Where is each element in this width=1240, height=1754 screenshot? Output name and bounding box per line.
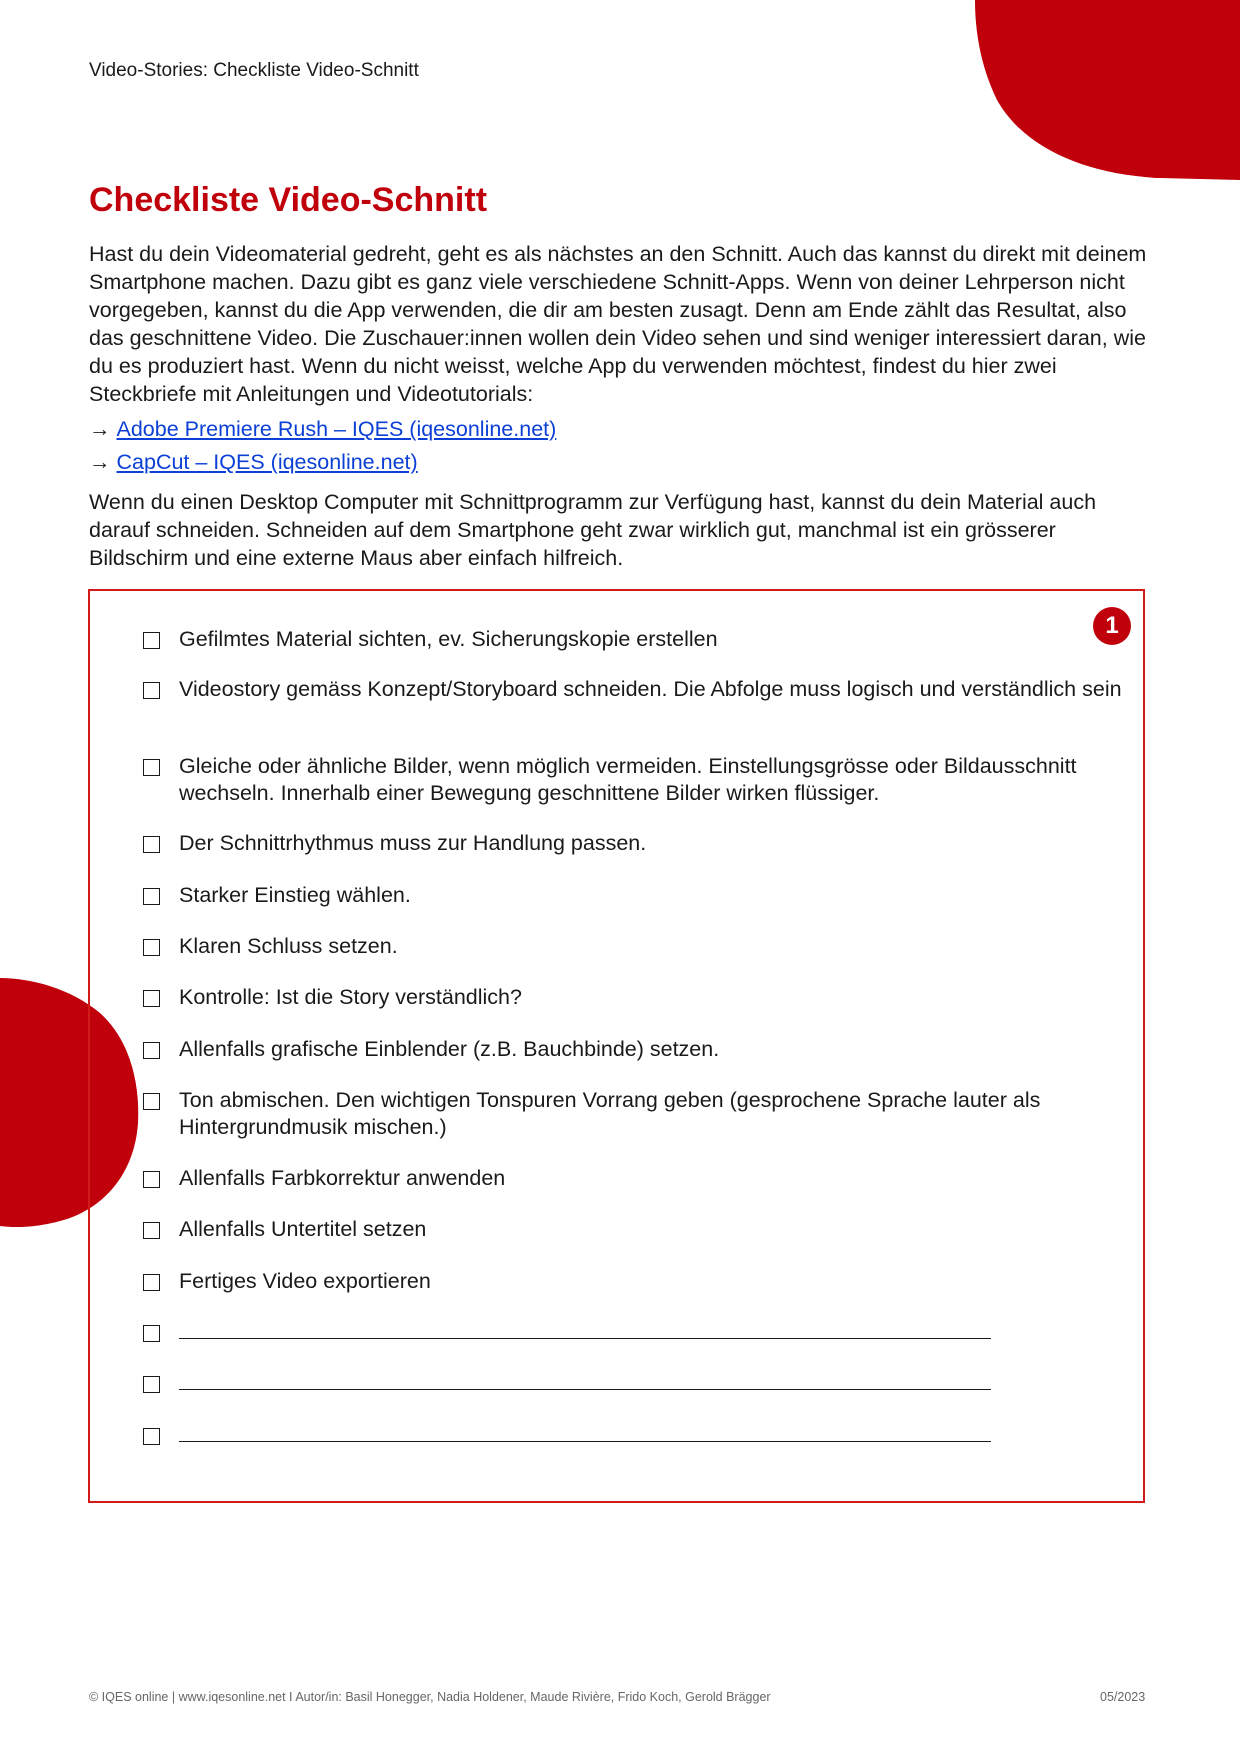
- write-in-line: [179, 1319, 991, 1339]
- checklist-item-label: Klaren Schluss setzen.: [179, 934, 398, 958]
- checklist-item-label: Gefilmtes Material sichten, ev. Sicherungskopie erstellen: [179, 627, 718, 651]
- checkbox[interactable]: [143, 1274, 160, 1291]
- checklist-item-label: Allenfalls Untertitel setzen: [179, 1217, 427, 1241]
- write-in-line: [179, 1422, 991, 1442]
- link-row-adobe-premiere-rush: [89, 415, 556, 443]
- checkbox[interactable]: [143, 1042, 160, 1059]
- link-adobe-premiere-rush[interactable]: Adobe Premiere Rush – IQES (iqesonline.net): [116, 417, 557, 441]
- checklist-item: [143, 1165, 1123, 1192]
- blank-checklist-item: [143, 1422, 1123, 1445]
- checkbox[interactable]: [143, 632, 160, 649]
- checklist-item-label: Ton abmischen. Den wichtigen Tonspuren Vorrang geben (gesprochene Sprache lauter als Hintergrundmusik mischen.): [179, 1088, 1041, 1139]
- checkbox[interactable]: [143, 939, 160, 956]
- checklist-item: [143, 933, 1123, 960]
- checklist-item-label: Gleiche oder ähnliche Bilder, wenn möglich vermeiden. Einstellungsgrösse oder Bildausschnitt wechseln. Innerhalb einer Bewegung geschnittene Bilder wirken flüssiger.: [179, 754, 1077, 805]
- blank-checklist-item: [143, 1370, 1123, 1393]
- checkbox[interactable]: [143, 888, 160, 905]
- checklist-item-label: Allenfalls grafische Einblender (z.B. Bauchbinde) setzen.: [179, 1037, 720, 1061]
- checkbox[interactable]: [143, 1222, 160, 1239]
- checklist-item: [143, 984, 1123, 1011]
- arrow-icon: →: [89, 450, 111, 474]
- checkbox[interactable]: [143, 759, 160, 776]
- checkbox[interactable]: [143, 836, 160, 853]
- checklist-item-label: Der Schnittrhythmus muss zur Handlung passen.: [179, 831, 647, 855]
- checklist-item-label: Starker Einstieg wählen.: [179, 883, 411, 907]
- checkbox[interactable]: [143, 1325, 160, 1342]
- checklist-item: [143, 1087, 1123, 1141]
- checkbox[interactable]: [143, 1093, 160, 1110]
- blank-checklist-item: [143, 1319, 1123, 1342]
- checkbox[interactable]: [143, 990, 160, 1007]
- checklist-item: [143, 882, 1123, 909]
- link-capcut[interactable]: CapCut – IQES (iqesonline.net): [116, 450, 418, 474]
- decorative-red-shape-top: [975, 0, 1240, 180]
- checklist-item-label: Kontrolle: Ist die Story verständlich?: [179, 985, 522, 1009]
- checkbox[interactable]: [143, 682, 160, 699]
- checklist-item: [143, 676, 1123, 703]
- checklist-item: [143, 626, 1123, 653]
- checkbox[interactable]: [143, 1428, 160, 1445]
- checkbox[interactable]: [143, 1171, 160, 1188]
- document-header: Video-Stories: Checkliste Video-Schnitt: [89, 60, 419, 81]
- step-number-badge: 1: [1093, 607, 1131, 645]
- footer-date: 05/2023: [1100, 1690, 1146, 1704]
- checklist-item-label: Allenfalls Farbkorrektur anwenden: [179, 1166, 506, 1190]
- checklist-item-label: Videostory gemäss Konzept/Storyboard schneiden. Die Abfolge muss logisch und verständlich sein: [179, 677, 1122, 701]
- checkbox[interactable]: [143, 1376, 160, 1393]
- checklist-item: [143, 1268, 1123, 1295]
- checklist-item: [143, 753, 1123, 807]
- footer-credits: © IQES online | www.iqesonline.net I Autor/in: Basil Honegger, Nadia Holdener, Maude Rivière, Frido Koch, Gerold Brägger: [89, 1690, 771, 1704]
- desktop-paragraph: Wenn du einen Desktop Computer mit Schnittprogramm zur Verfügung hast, kannst du dein Material auch darauf schneiden. Schneiden auf dem Smartphone geht zwar wirklich gut, manchmal ist ein grösserer Bildschirm und eine externe Maus aber einfach hilfreich.: [89, 490, 1097, 570]
- link-row-capcut: [89, 448, 418, 476]
- intro-paragraph: Hast du dein Videomaterial gedreht, geht es als nächstes an den Schnitt. Auch das kannst du direkt mit deinem Smartphone machen. Dazu gibt es ganz viele verschiedene Schnitt-Apps. Wenn von deiner Lehrperson nicht vorgegeben, kannst du die App verwenden, die dir am besten zusagt. Denn am Ende zählt das Resultat, also das geschnittene Video. Die Zuschauer:innen wollen dein Video sehen und sind weniger interessiert daran, wie du es produziert hast. Wenn du nicht weisst, welche App du verwenden möchtest, findest du hier zwei Steckbriefe mit Anleitungen und Videotutorials:: [89, 242, 1147, 406]
- checklist-item-label: Fertiges Video exportieren: [179, 1269, 431, 1293]
- checklist-item: [143, 1216, 1123, 1243]
- arrow-icon: →: [89, 417, 111, 441]
- write-in-line: [179, 1370, 991, 1390]
- page-title: Checkliste Video-Schnitt: [89, 181, 488, 219]
- checklist-item: [143, 830, 1123, 857]
- checklist-item: [143, 1036, 1123, 1063]
